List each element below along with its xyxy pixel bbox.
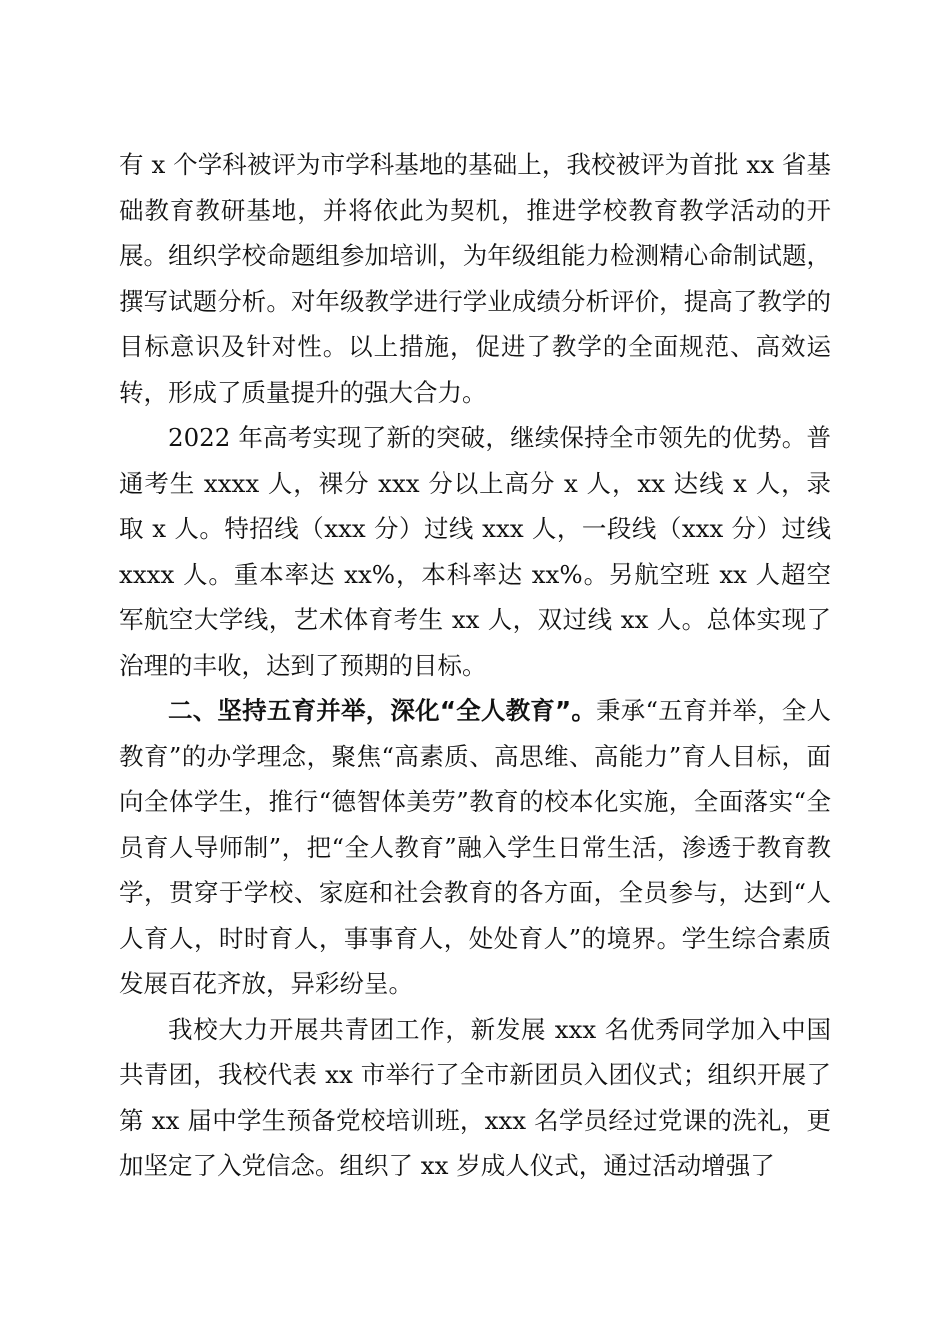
section-heading: 二、坚持五育并举，深化“全人教育”。 bbox=[168, 696, 597, 725]
body-text bbox=[119, 142, 831, 1189]
paragraph-five-education bbox=[119, 688, 831, 1007]
paragraph-youth-league: 我校大力开展共青团工作，新发展 xxx 名优秀同学加入中国共青团，我校代表 xx 市举行了全市新团员入团仪式；组织开展了第 xx 届中学生预备党校培训班，xxx 名学员经过党课的洗礼，更加坚定了入党信念。组织了 xx 岁成人仪式，通过活动增强了 bbox=[119, 1014, 831, 1180]
paragraph-continuation: 有 x 个学科被评为市学科基地的基础上，我校被评为首批 xx 省基础教育教研基地，并将依此为契机，推进学校教育教学活动的开展。组织学校命题组参加培训，为年级组能力检测精心命制试题，撰写试题分析。对年级教学进行学业成绩分析评价，提高了教学的目标意识及针对性。以上措施，促进了教学的全面规范、高效运转，形成了质量提升的强大合力。 bbox=[119, 150, 831, 407]
paragraph-gaokao-results: 2022 年高考实现了新的突破，继续保持全市领先的优势。普通考生 xxxx 人，裸分 xxx 分以上高分 x 人，xx 达线 x 人，录取 x 人。特招线（xxx 分）过线 xxx 人，一段线（xxx 分）过线 xxxx 人。重本率达 xx%，本科率达 xx%。另航空班 xx 人超空军航空大学线，艺术体育考生 xx 人，双过线 xx 人。总体实现了治理的丰收，达到了预期的目标。 bbox=[119, 423, 831, 680]
paragraph-body: 秉承“五育并举，全人教育”的办学理念，聚焦“高素质、高思维、高能力”育人目标，面向全体学生，推行“德智体美劳”教育的校本化实施，全面落实“全员育人导师制”，把“全人教育”融入学生日常生活，渗透于教育教学，贯穿于学校、家庭和社会教育的各方面，全员参与，达到“人人育人，时时育人，事事育人，处处育人”的境界。学生综合素质发展百花齐放，异彩纷呈。 bbox=[119, 696, 831, 998]
